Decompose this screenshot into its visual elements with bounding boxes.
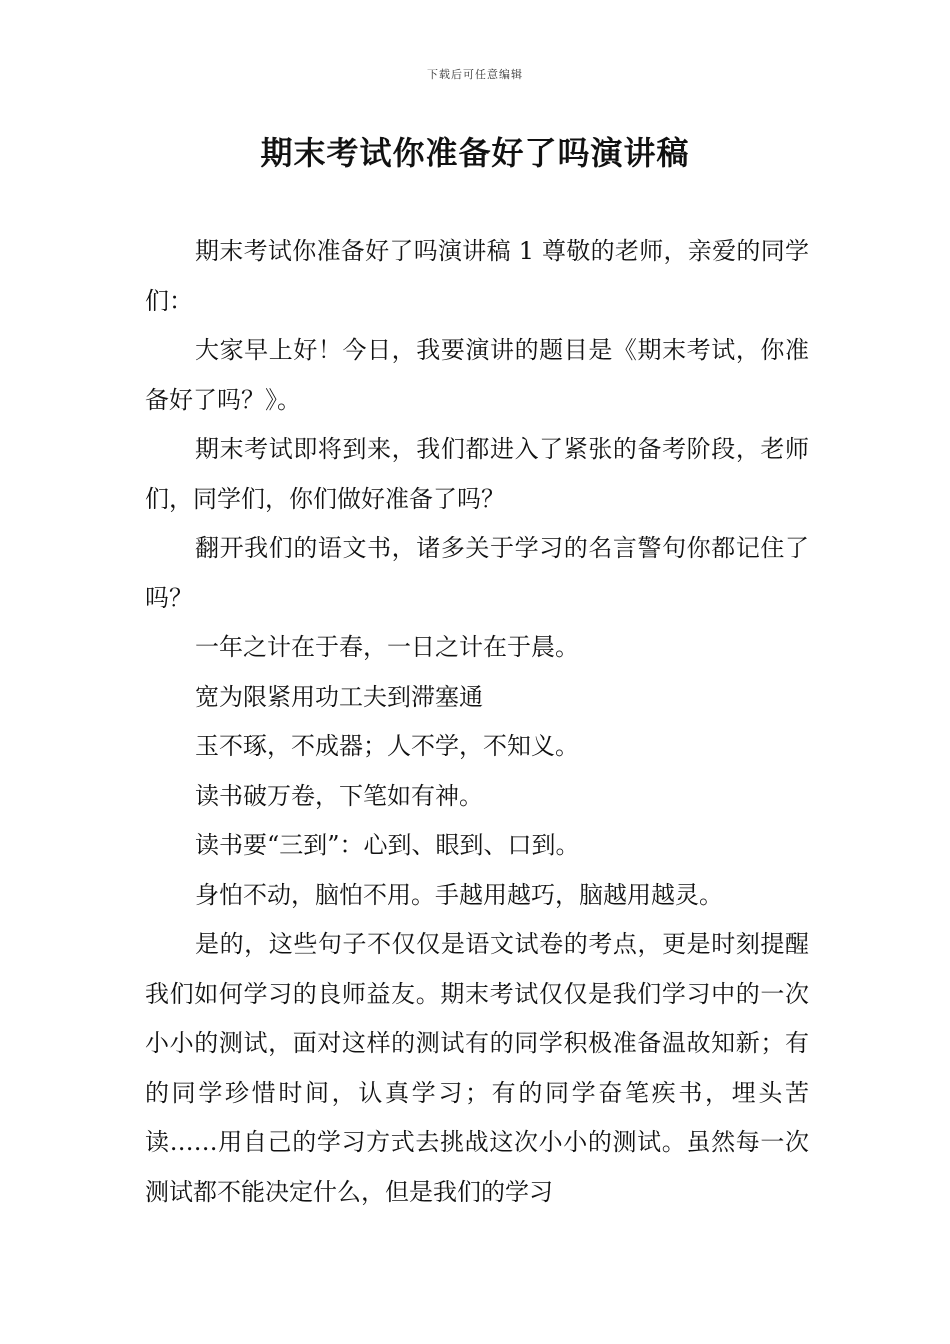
document-body: [145, 227, 809, 1217]
paragraph: 期末考试即将到来，我们都进入了紧张的备考阶段，老师们，同学们，你们做好准备了吗？: [145, 435, 809, 513]
paragraph: 翻开我们的语文书，诸多关于学习的名言警句你都记住了吗？: [145, 534, 809, 612]
paragraph: 玉不琢，不成器；人不学，不知义。: [195, 732, 579, 760]
paragraph: 读书破万卷，下笔如有神。: [195, 781, 483, 810]
paragraph: 期末考试你准备好了吗演讲稿 1 尊敬的老师，亲爱的同学们：: [145, 237, 809, 315]
paragraph: 宽为限紧用功工夫到滞塞通: [195, 682, 483, 711]
paragraph: 读书要“三到”：心到、眼到、口到。: [195, 831, 580, 859]
document-title: 期末考试你准备好了吗演讲稿: [260, 134, 690, 172]
paragraph: 身怕不动，脑怕不用。手越用越巧，脑越用越灵。: [195, 880, 723, 909]
paragraph: 是的，这些句子不仅仅是语文试卷的考点，更是时刻提醒我们如何学习的良师益友。期末考试仅仅是我们学习中的一次小小的测试，面对这样的测试有的同学积极准备温故知新；有的同学珍惜时间，认真学习；有的同学奋笔疾书，埋头苦读……用自己的学习方式去挑战这次小小的测试。虽然每一次测试都不能决定什么，但是我们的学习: [145, 930, 809, 1206]
paragraph: 大家早上好！今日，我要演讲的题目是《期末考试，你准备好了吗？》。: [145, 336, 809, 414]
paragraph: 一年之计在于春，一日之计在于晨。: [195, 633, 579, 661]
header-note: 下载后可任意编辑: [427, 68, 523, 81]
